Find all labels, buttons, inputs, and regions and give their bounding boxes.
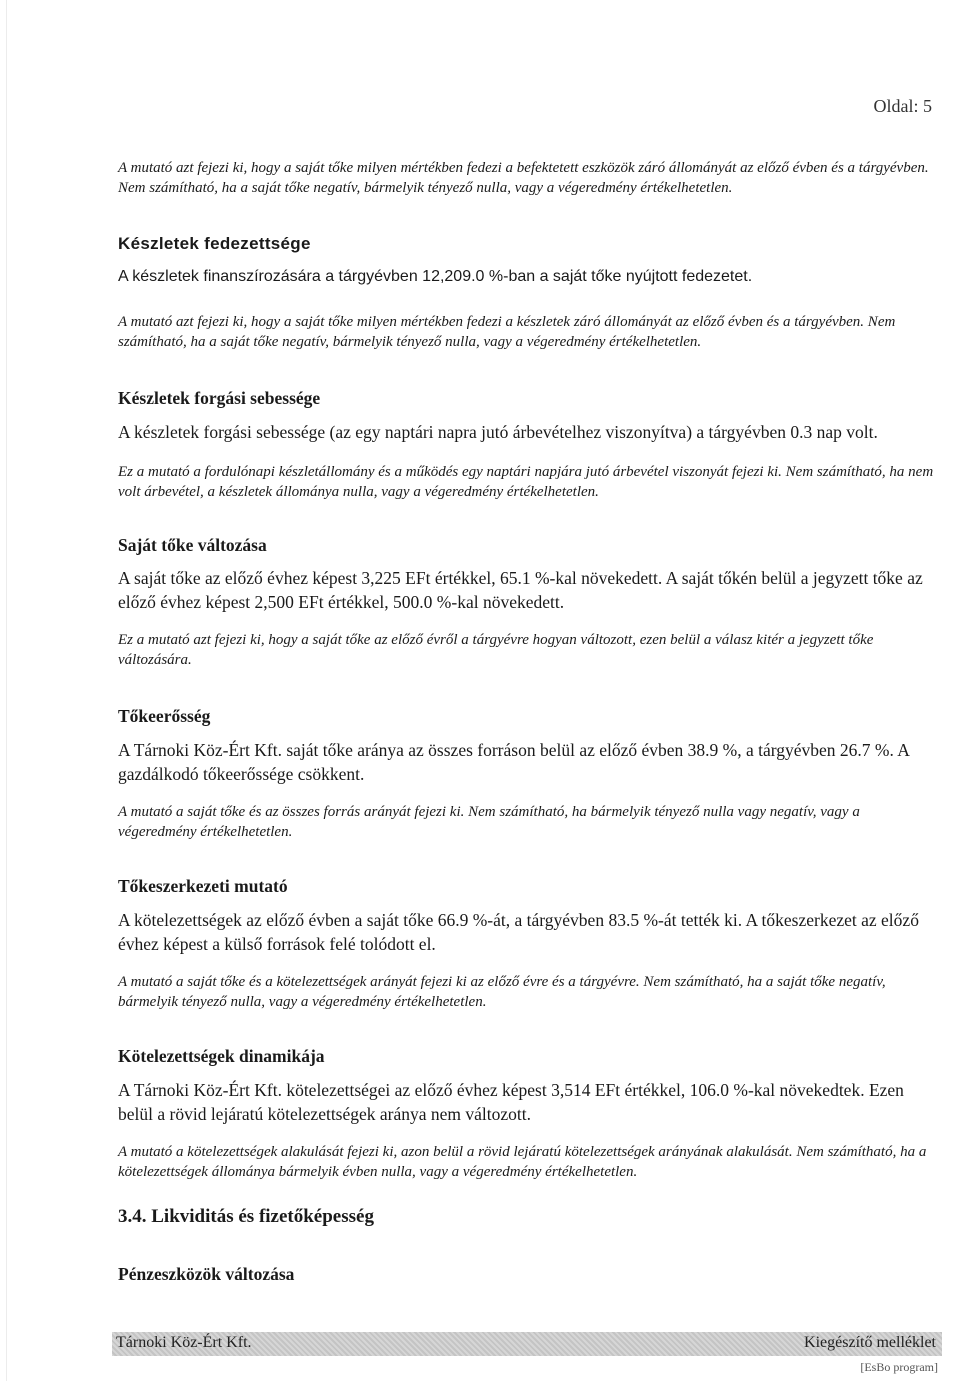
heading-tokeszerkezeti: Tőkeszerkezeti mutató <box>118 876 288 896</box>
note-kotelezettsegek-dinamikaja: A mutató a kötelezettségek alakulását fejezi ki, azon belül a rövid lejáratú kötelezettségek arányának alakulását. Nem számítható, ha a kötelezettségek állománya bármelyik évben nulla, vagy a végeredmény értékelhetetlen. <box>118 1144 927 1180</box>
body-keszletek-forgasi: A készletek forgási sebessége (az egy naptári napra jutó árbevételhez viszonyítva) a tárgyévben 0.3 nap volt. <box>118 422 878 442</box>
footer-program-label: [EsBo program] <box>860 1360 938 1374</box>
footer-company: Tárnoki Köz-Ért Kft. <box>116 1334 252 1351</box>
note-sajat-toke-valtozasa: Ez a mutató azt fejezi ki, hogy a saját tőke az előző évről a tárgyévre hogyan változott, ezen belül a válasz kitér a jegyzett tőke változására. <box>118 632 874 668</box>
footer-document-type: Kiegészítő melléklet <box>804 1334 936 1351</box>
body-keszletek-fedezettsege: A készletek finanszírozására a tárgyévben 12,209.0 %-ban a saját tőke nyújtott fedezetet. <box>118 268 753 285</box>
note-keszletek-fedezettsege: A mutató azt fejezi ki, hogy a saját tőke milyen mértékben fedezi a készletek záró állományát az előző évben és a tárgyévben. Nem számítható, ha a saját tőke negatív, bármelyik tényező nulla, vagy a végeredmény értékelhetetlen. <box>118 314 896 350</box>
heading-keszletek-fedezettsege: Készletek fedezettsége <box>118 234 311 253</box>
intro-note: A mutató azt fejezi ki, hogy a saját tőke milyen mértékben fedezi a befektetett eszközök záró állományát az előző évben és a tárgyévben. Nem számítható, ha a saját tőke negatív, bármelyik tényező nulla, vagy a végeredmény értékelhetetlen. <box>118 160 929 196</box>
heading-sajat-toke-valtozasa: Saját tőke változása <box>118 535 267 555</box>
note-tokeszerkezeti: A mutató a saját tőke és a kötelezettségek arányát fejezi ki az előző évre és a tárgyévre. Nem számítható, ha a saját tőke negatív, bármelyik tényező nulla, vagy a végeredmény értékelhetetlen. <box>118 974 886 1010</box>
heading-penzeszkozok: Pénzeszközök változása <box>118 1264 295 1284</box>
heading-tokeerosseg: Tőkeerősség <box>118 706 211 726</box>
section-title-likviditas: 3.4. Likviditás és fizetőképesség <box>118 1206 374 1227</box>
note-tokeerosseg: A mutató a saját tőke és az összes forrás arányát fejezi ki. Nem számítható, ha bármelyik tényező nulla vagy negatív, vagy a végeredmény értékelhetetlen. <box>118 804 860 840</box>
scan-margin-line <box>6 0 7 1381</box>
body-sajat-toke-valtozasa: A saját tőke az előző évhez képest 3,225 EFt értékkel, 65.1 %-kal növekedett. A saját tőkén belül a jegyzett tőke az előző évhez képest 2,500 EFt értékkel, 500.0 %-kal növekedett. <box>118 568 923 612</box>
footer-band <box>112 1332 942 1356</box>
body-tokeszerkezeti: A kötelezettségek az előző évben a saját tőke 66.9 %-át, a tárgyévben 83.5 %-át tették ki. A tőkeszerkezet az előző évhez képest a külső források felé tolódott el. <box>118 910 919 954</box>
heading-kotelezettsegek-dinamikaja: Kötelezettségek dinamikája <box>118 1046 325 1066</box>
body-kotelezettsegek-dinamikaja: A Tárnoki Köz-Ért Kft. kötelezettségei az előző évhez képest 3,514 EFt értékkel, 106.0 %-kal növekedtek. Ezen belül a rövid lejáratú kötelezettségek aránya nem változott. <box>118 1080 904 1124</box>
heading-keszletek-forgasi: Készletek forgási sebessége <box>118 388 321 408</box>
note-keszletek-forgasi: Ez a mutató a fordulónapi készletállomány és a működés egy naptári napjára jutó árbevétel viszonyát fejezi ki. Nem számítható, ha nem volt árbevétel, a készletek állománya nulla, vagy a végeredmény értékelhetetlen. <box>118 464 934 500</box>
page-number: Oldal: 5 <box>873 96 932 116</box>
body-tokeerosseg: A Tárnoki Köz-Ért Kft. saját tőke aránya az összes forráson belül az előző évben 38.9 %, a tárgyévben 26.7 %. A gazdálkodó tőkeerőssége csökkent. <box>118 740 909 784</box>
